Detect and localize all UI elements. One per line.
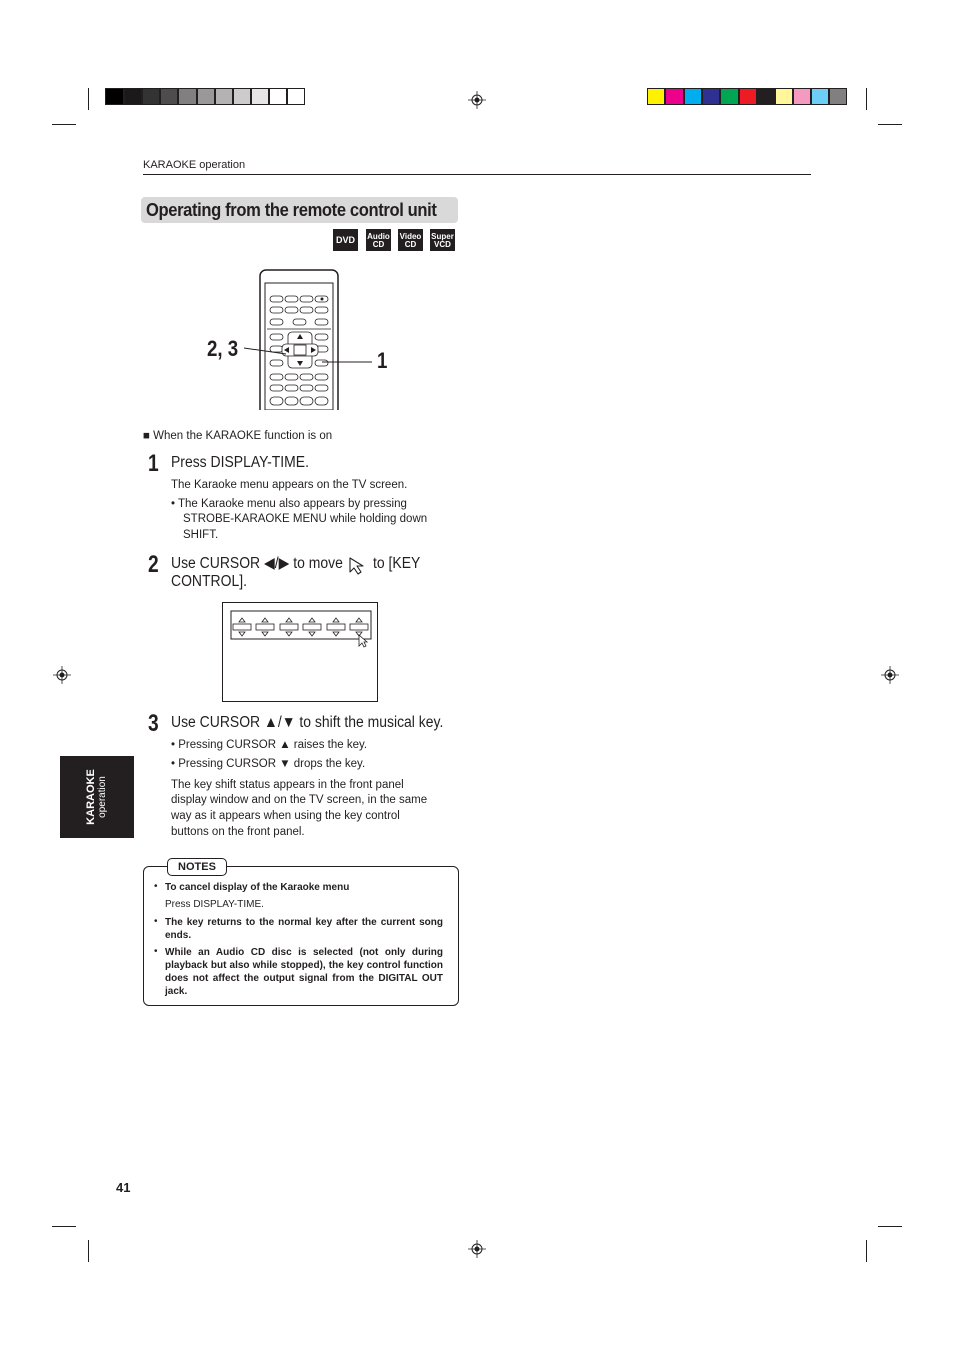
step-number: 3: [148, 710, 159, 737]
disc-label: Audio: [367, 232, 390, 241]
bullet-icon: •: [154, 946, 158, 957]
swatch: [105, 88, 124, 105]
super-vcd-disc-icon: [430, 229, 455, 251]
step-body: The key shift status appears in the front panel: [171, 779, 404, 791]
disc-label: CD: [404, 240, 417, 249]
swatch: [684, 88, 702, 105]
swatch: [793, 88, 811, 105]
swatch: [665, 88, 684, 105]
disc-label: VCD: [434, 240, 451, 249]
side-tab-subtitle: operation: [97, 776, 108, 818]
step-bullet-cont: STROBE-KARAOKE MENU while holding down: [183, 513, 428, 525]
swatch: [757, 88, 775, 105]
disc-label: Super: [431, 232, 454, 241]
swatch: [178, 88, 197, 105]
page-title: Operating from the remote control unit: [146, 200, 437, 220]
swatch: [215, 88, 233, 105]
disc-label: Video: [399, 232, 422, 241]
swatch: [287, 88, 305, 105]
bullet-icon: •: [154, 916, 158, 927]
side-tab-title: KARAOKE: [85, 769, 97, 825]
swatch: [702, 88, 720, 105]
swatch: [269, 88, 287, 105]
registration-target-icon: [53, 666, 71, 684]
callout-steps-2-3: 2, 3: [207, 336, 239, 361]
swatch: [251, 88, 269, 105]
step-body: way as it appears when using the key control: [171, 810, 400, 822]
dvd-disc-icon: [333, 229, 358, 251]
registration-target-icon: [468, 91, 486, 109]
note-body: Press DISPLAY-TIME.: [165, 899, 264, 910]
swatch: [811, 88, 829, 105]
section-header: KARAOKE operation: [143, 159, 246, 171]
step-heading-cont: CONTROL].: [171, 573, 247, 590]
key-control-menu: [230, 610, 372, 650]
step-heading-cont: to [KEY: [373, 555, 421, 572]
page-number: 41: [116, 1180, 131, 1195]
swatch: [233, 88, 251, 105]
step-bullet-cont: SHIFT.: [183, 529, 219, 541]
pointer-cursor-icon: [348, 556, 370, 576]
step-body: display window and on the TV screen, in the same: [171, 794, 428, 806]
registration-target-icon: [468, 1240, 486, 1258]
note-title: To cancel display of the Karaoke menu: [165, 882, 350, 893]
note-item: The key returns to the normal key after the current song ends.: [165, 917, 443, 941]
condition-note: ■ When the KARAOKE function is on: [143, 430, 333, 442]
notes-label: NOTES: [167, 858, 227, 876]
swatch: [124, 88, 142, 105]
disc-label: CD: [372, 240, 385, 249]
note-item: While an Audio CD disc is selected (not only during playback but also while stopped), the key control function does not affect the output signal from the DIGITAL OUT jack.: [165, 947, 443, 997]
audio-cd-disc-icon: [366, 229, 391, 251]
step-number: 2: [148, 551, 159, 578]
step-body: buttons on the front panel.: [171, 826, 305, 838]
step-body: The Karaoke menu appears on the TV screen.: [171, 479, 408, 491]
swatch: [829, 88, 847, 105]
remote-control-illustration: [258, 268, 342, 410]
registration-target-icon: [881, 666, 899, 684]
swatch: [197, 88, 215, 105]
callout-step-1: 1: [377, 348, 388, 373]
side-tab-label: [60, 756, 134, 838]
disc-label: DVD: [335, 235, 355, 245]
step-number: 1: [148, 450, 159, 477]
header-rule: [143, 174, 811, 175]
step-heading: Press DISPLAY-TIME.: [171, 454, 309, 471]
step-bullet: • Pressing CURSOR ▼ drops the key.: [171, 758, 366, 770]
step-bullet: • The Karaoke menu also appears by pressing: [171, 498, 407, 510]
step-heading: Use CURSOR ▲/▼ to shift the musical key.: [171, 714, 444, 731]
swatch: [142, 88, 160, 105]
swatch: [720, 88, 739, 105]
step-heading: Use CURSOR ◀/▶ to move: [171, 555, 343, 572]
swatch: [739, 88, 757, 105]
swatch: [647, 88, 665, 105]
swatch: [160, 88, 178, 105]
callout-lines: [240, 340, 380, 370]
video-cd-disc-icon: [398, 229, 423, 251]
swatch: [775, 88, 793, 105]
step-bullet: • Pressing CURSOR ▲ raises the key.: [171, 739, 368, 751]
bullet-icon: •: [154, 881, 158, 892]
